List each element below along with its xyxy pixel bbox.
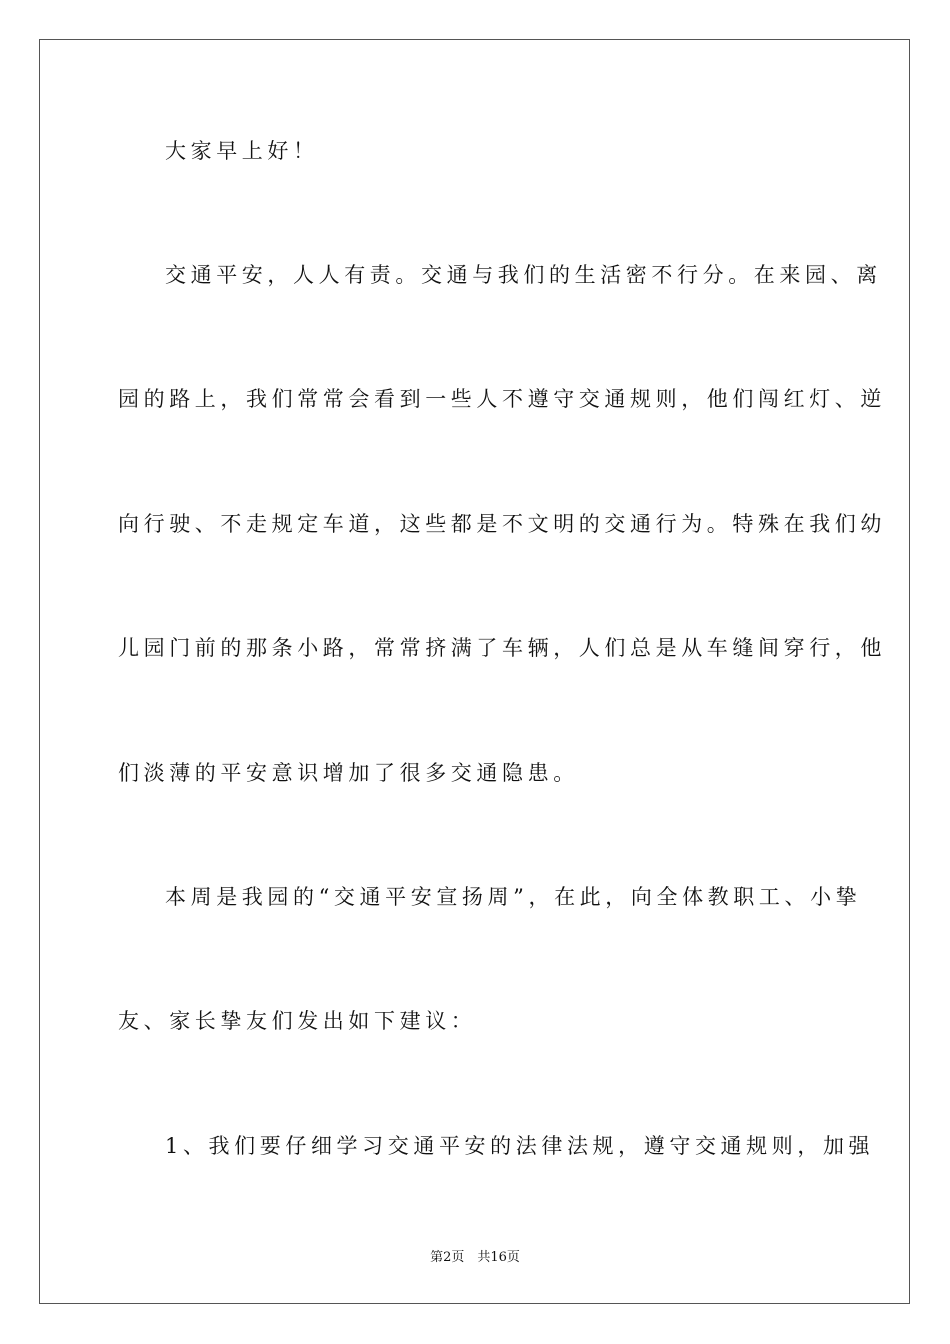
text-line: 园的路上，我们常常会看到一些人不遵守交通规则，他们闯红灯、逆 — [118, 387, 886, 411]
text-line: 交通平安，人人有责。交通与我们的生活密不行分。在来园、离 — [165, 263, 882, 287]
text-line: 向行驶、不走规定车道，这些都是不文明的交通行为。特殊在我们幼 — [118, 512, 886, 536]
page-footer: 第2页 共16页 — [430, 1250, 520, 1265]
text-line: 儿园门前的那条小路，常常挤满了车辆，人们总是从车缝间穿行，他 — [118, 636, 886, 660]
text-line: 1、我们要仔细学习交通平安的法律法规，遵守交通规则，加强 — [165, 1134, 875, 1158]
text-line: 本周是我园的“交通平安宣扬周”，在此，向全体教职工、小挚 — [165, 885, 862, 909]
text-line: 友、家长挚友们发出如下建议： — [118, 1009, 477, 1033]
text-line: 大家早上好！ — [165, 139, 319, 163]
text-line: 们淡薄的平安意识增加了很多交通隐患。 — [118, 761, 579, 785]
page-border — [39, 39, 910, 1304]
